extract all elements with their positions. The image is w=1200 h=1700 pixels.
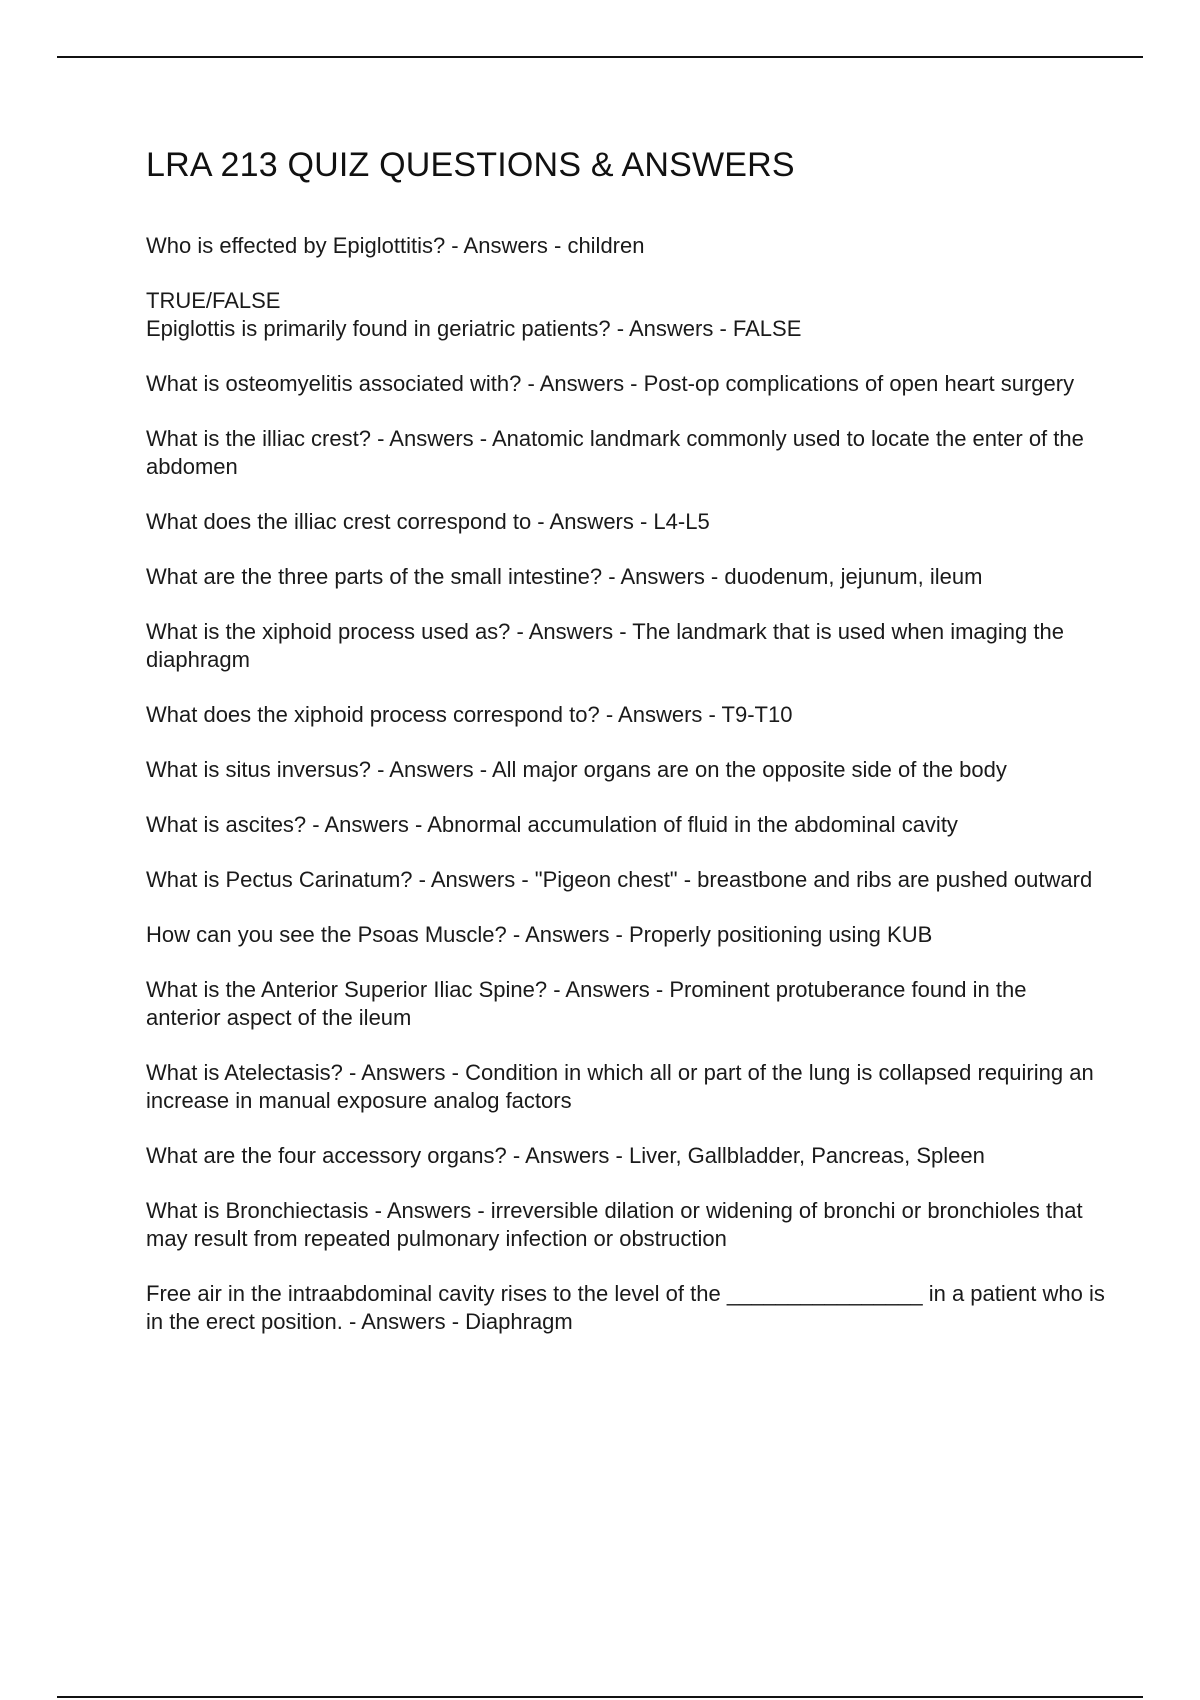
qa-item-text: What are the three parts of the small intestine? - Answers - duodenum, jejunum, ileum <box>146 564 983 589</box>
qa-item-prefix: TRUE/FALSE <box>146 288 281 313</box>
qa-item-text: What is the Anterior Superior Iliac Spine? - Answers - Prominent protuberance found in the anterior aspect of the ileum <box>146 977 1027 1030</box>
qa-item <box>146 921 1106 949</box>
qa-item-text: What is Pectus Carinatum? - Answers - "Pigeon chest" - breastbone and ribs are pushed outward <box>146 867 1093 892</box>
top-rule <box>57 56 1143 58</box>
qa-item-text: What are the four accessory organs? - Answers - Liver, Gallbladder, Pancreas, Spleen <box>146 1143 985 1168</box>
qa-item-text: What does the xiphoid process correspond to? - Answers - T9-T10 <box>146 702 793 727</box>
qa-item <box>146 1280 1106 1336</box>
qa-item-text: What is osteomyelitis associated with? - Answers - Post-op complications of open heart surgery <box>146 371 1075 396</box>
qa-item-text: Free air in the intraabdominal cavity rises to the level of the ________________ in a patient who is in the erect position. - Answers - Diaphragm <box>146 1281 1105 1334</box>
qa-item-text: What is the xiphoid process used as? - Answers - The landmark that is used when imaging the diaphragm <box>146 619 1064 672</box>
qa-item <box>146 976 1106 1032</box>
qa-item-text: What is Atelectasis? - Answers - Condition in which all or part of the lung is collapsed requiring an increase in manual exposure analog factors <box>146 1060 1094 1113</box>
qa-item <box>146 756 1106 784</box>
qa-item-text: What does the illiac crest correspond to - Answers - L4-L5 <box>146 509 710 534</box>
qa-item <box>146 425 1106 481</box>
qa-item <box>146 1142 1106 1170</box>
qa-item-text: What is ascites? - Answers - Abnormal accumulation of fluid in the abdominal cavity <box>146 812 958 837</box>
page-content <box>146 143 1106 1363</box>
qa-item <box>146 811 1106 839</box>
qa-item <box>146 701 1106 729</box>
qa-item <box>146 232 1106 260</box>
qa-item-text: What is Bronchiectasis - Answers - irreversible dilation or widening of bronchi or bronchioles that may result from repeated pulmonary infection or obstruction <box>146 1198 1083 1251</box>
qa-item-text: Epiglottis is primarily found in geriatric patients? - Answers - FALSE <box>146 316 802 341</box>
qa-item-text: What is situs inversus? - Answers - All major organs are on the opposite side of the body <box>146 757 1007 782</box>
qa-item <box>146 866 1106 894</box>
qa-item-text: How can you see the Psoas Muscle? - Answers - Properly positioning using KUB <box>146 922 933 947</box>
qa-item <box>146 287 1106 343</box>
qa-list <box>146 232 1106 1336</box>
qa-item <box>146 563 1106 591</box>
qa-item-text: Who is effected by Epiglottitis? - Answers - children <box>146 233 645 258</box>
qa-item-text: What is the illiac crest? - Answers - Anatomic landmark commonly used to locate the enter of the abdomen <box>146 426 1084 479</box>
qa-item <box>146 1059 1106 1115</box>
page-title: LRA 213 QUIZ QUESTIONS & ANSWERS <box>146 146 795 184</box>
qa-item <box>146 1197 1106 1253</box>
bottom-rule <box>57 1696 1143 1698</box>
qa-item <box>146 618 1106 674</box>
qa-item <box>146 508 1106 536</box>
qa-item <box>146 370 1106 398</box>
